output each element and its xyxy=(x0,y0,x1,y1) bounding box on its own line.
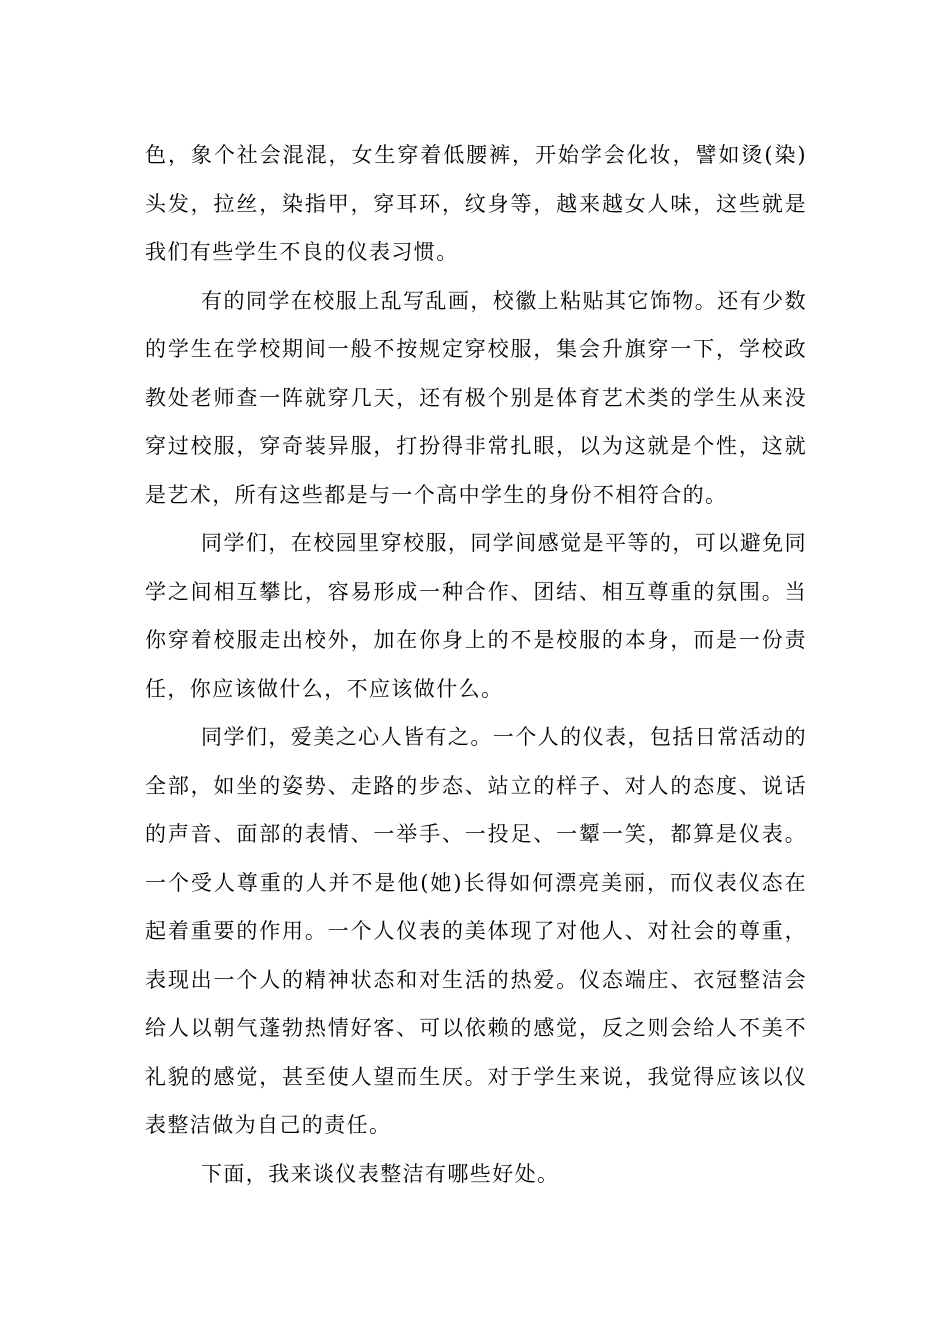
paragraph-appearance-beauty: 同学们，爱美之心人皆有之。一个人的仪表，包括日常活动的全部，如坐的姿势、走路的步态、站立的样子、对人的态度、说话的声音、面部的表情、一举手、一投足、一颦一笑，都算是仪表。一个受人尊重的人并不是他(她)长得如何漂亮美丽，而仪表仪态在起着重要的作用。一个人仪表的美体现了对他人、对社会的尊重，表现出一个人的精神状态和对生活的热爱。仪态端庄、衣冠整洁会给人以朝气蓬勃热情好客、可以依赖的感觉，反之则会给人不美不礼貌的感觉，甚至使人望而生厌。对于学生来说，我觉得应该以仪表整洁做为自己的责任。 xyxy=(145,725,807,1137)
document-body xyxy=(145,131,807,1198)
paragraph-uniform-equality: 同学们，在校园里穿校服，同学间感觉是平等的，可以避免同学之间相互攀比，容易形成一种合作、团结、相互尊重的氛围。当你穿着校服走出校外，加在你身上的不是校服的本身，而是一份责任，你应该做什么，不应该做什么。 xyxy=(145,531,807,701)
paragraph-next-topic: 下面，我来谈仪表整洁有哪些好处。 xyxy=(201,1161,560,1186)
paragraph-continued: 色，象个社会混混，女生穿着低腰裤，开始学会化妆，譬如烫(染)头发，拉丝，染指甲，穿耳环，纹身等，越来越女人味，这些就是我们有些学生不良的仪表习惯。 xyxy=(145,143,807,264)
paragraph-school-uniform-misuse: 有的同学在校服上乱写乱画，校徽上粘贴其它饰物。还有少数的学生在学校期间一般不按规定穿校服，集会升旗穿一下，学校政教处老师查一阵就穿几天，还有极个别是体育艺术类的学生从来没穿过校服，穿奇装异服，打扮得非常扎眼，以为这就是个性，这就是艺术，所有这些都是与一个高中学生的身份不相符合的。 xyxy=(145,288,807,507)
